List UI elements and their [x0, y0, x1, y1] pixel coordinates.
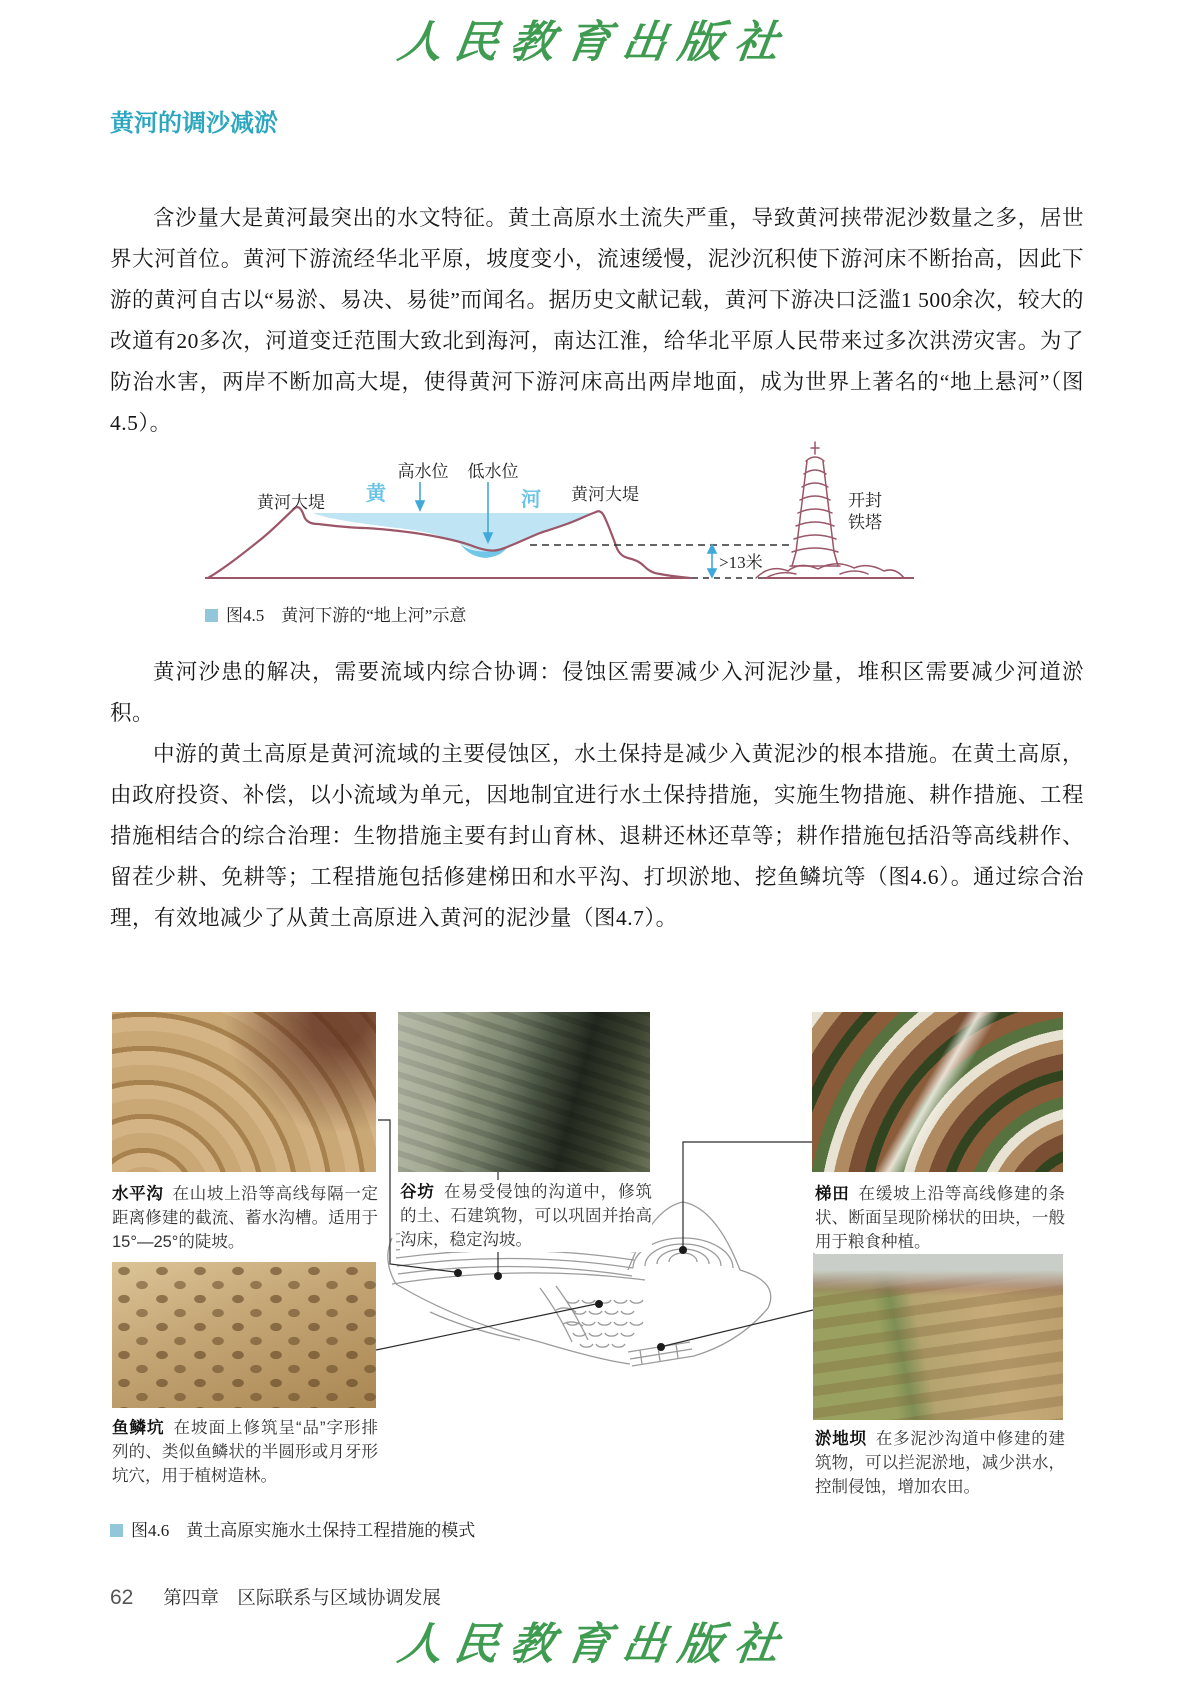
caption-silt-dam: [815, 1427, 1065, 1499]
figure-4-6-caption-text: 图4.6 黄土高原实施水土保持工程措施的模式: [131, 1521, 476, 1540]
pagoda-label-line1: 开封: [848, 491, 882, 510]
desc-silt-dam: 在多泥沙沟道中修建的建筑物，可以拦泥淤地，减少洪水，控制侵蚀，增加农田。: [815, 1430, 1066, 1496]
desc-fish-scale-pits: 在坡面上修筑呈“品”字形排列的、类似鱼鳞状的半圆形或月牙形坑穴，用于植树造林。: [112, 1419, 378, 1485]
figure-4-5-caption: [205, 601, 466, 626]
caption-check-dam: [400, 1180, 652, 1252]
photo-terraced-fields: [812, 1012, 1063, 1172]
high-water-label: 高水位: [397, 462, 449, 481]
caption-contour-trench: [112, 1182, 378, 1254]
term-terraced-fields: 梯田: [815, 1185, 850, 1203]
publisher-logo-top: 人民教育出版社: [394, 17, 794, 68]
caption-square-icon: [110, 1524, 123, 1537]
high-water-body: [312, 513, 592, 551]
caption-square-icon: [205, 609, 218, 622]
paragraph-1: 含沙量大是黄河最突出的水文特征。黄土高原水土流失严重，导致黄河挟带泥沙数量之多，居世界大河首位。黄河下游流经华北平原，坡度变小，流速缓慢，泥沙沉积使下游河床不断抬高，因此下游的黄河自古以“易淤、易决、易徙”而闻名。据历史文献记载，黄河下游决口泛滥1 500余次，较大的改道有20多次，河道变迁范围大致北到海河，南达江淮，给华北平原人民带来过多次洪涝灾害。为了防治水害，两岸不断加高大堤，使得黄河下游河床高出两岸地面，成为世界上著名的“地上悬河”（图4.5）。: [110, 205, 1084, 435]
photo-contour-trench: [112, 1012, 376, 1172]
term-fish-scale-pits: 鱼鳞坑: [112, 1419, 165, 1437]
photo-fish-scale-pits: [112, 1262, 376, 1408]
river-name-char2: 河: [521, 489, 541, 511]
chapter-title: 第四章 区际联系与区域协调发展: [163, 1589, 441, 1609]
low-water-label: 低水位: [467, 462, 519, 481]
height-note: >13米: [719, 553, 763, 572]
term-contour-trench: 水平沟: [112, 1185, 164, 1203]
page-footer: [110, 1584, 441, 1610]
connector-dots: [454, 1246, 687, 1351]
figure-4-5-caption-text: 图4.5 黄河下游的“地上河”示意: [226, 606, 467, 625]
paragraph-3: 中游的黄土高原是黄河流域的主要侵蚀区，水土保持是减少入黄泥沙的根本措施。在黄土高原，由政府投资、补偿，以小流域为单元，因地制宜进行水土保持措施，实施生物措施、耕作措施、工程措施相结合的综合治理：生物措施主要有封山育林、退耕还林还草等；耕作措施包括沿等高线耕作、留茬少耕、免耕等；工程措施包括修建梯田和水平沟、打坝淤地、挖鱼鳞坑等（图4.6）。通过综合治理，有效地减少了从黄土高原进入黄河的泥沙量（图4.7）。: [110, 741, 1084, 930]
page-number: 62: [110, 1586, 134, 1609]
term-silt-dam: 淤地坝: [815, 1430, 867, 1448]
desc-check-dam: 在易受侵蚀的沟道中，修筑的土、石建筑物，可以巩固并抬高沟床，稳定沟坡。: [400, 1183, 653, 1249]
left-dike-label: 黄河大堤: [257, 493, 325, 512]
right-dike-label: 黄河大堤: [571, 485, 639, 504]
pagoda-label-line2: 铁塔: [848, 513, 882, 532]
caption-fish-scale-pits: [112, 1416, 378, 1488]
figure-4-6-caption: [110, 1516, 475, 1541]
figure-4-5-diagram: [200, 440, 920, 590]
river-name-char1: 黄: [366, 483, 386, 505]
photo-check-dam: [398, 1012, 650, 1172]
desc-terraced-fields: 在缓坡上沿等高线修建的条状、断面呈现阶梯状的田块，一般用于粮食种植。: [815, 1185, 1066, 1251]
publisher-logo-bottom: 人民教育出版社: [394, 1619, 794, 1670]
paragraph-2: 黄河沙患的解决，需要流域内综合协调：侵蚀区需要减少入河泥沙量，堆积区需要减少河道淤积。: [110, 659, 1084, 725]
photo-silt-dam: [813, 1253, 1063, 1420]
caption-terraced-fields: [815, 1182, 1065, 1254]
term-check-dam: 谷坊: [400, 1183, 435, 1201]
desc-contour-trench: 在山坡上沿等高线每隔一定距离修建的截流、蓄水沟槽。适用于15°—25°的陡坡。: [112, 1185, 379, 1251]
section-title: 黄河的调沙减淤: [110, 110, 278, 137]
pagoda-icon: [756, 442, 904, 578]
